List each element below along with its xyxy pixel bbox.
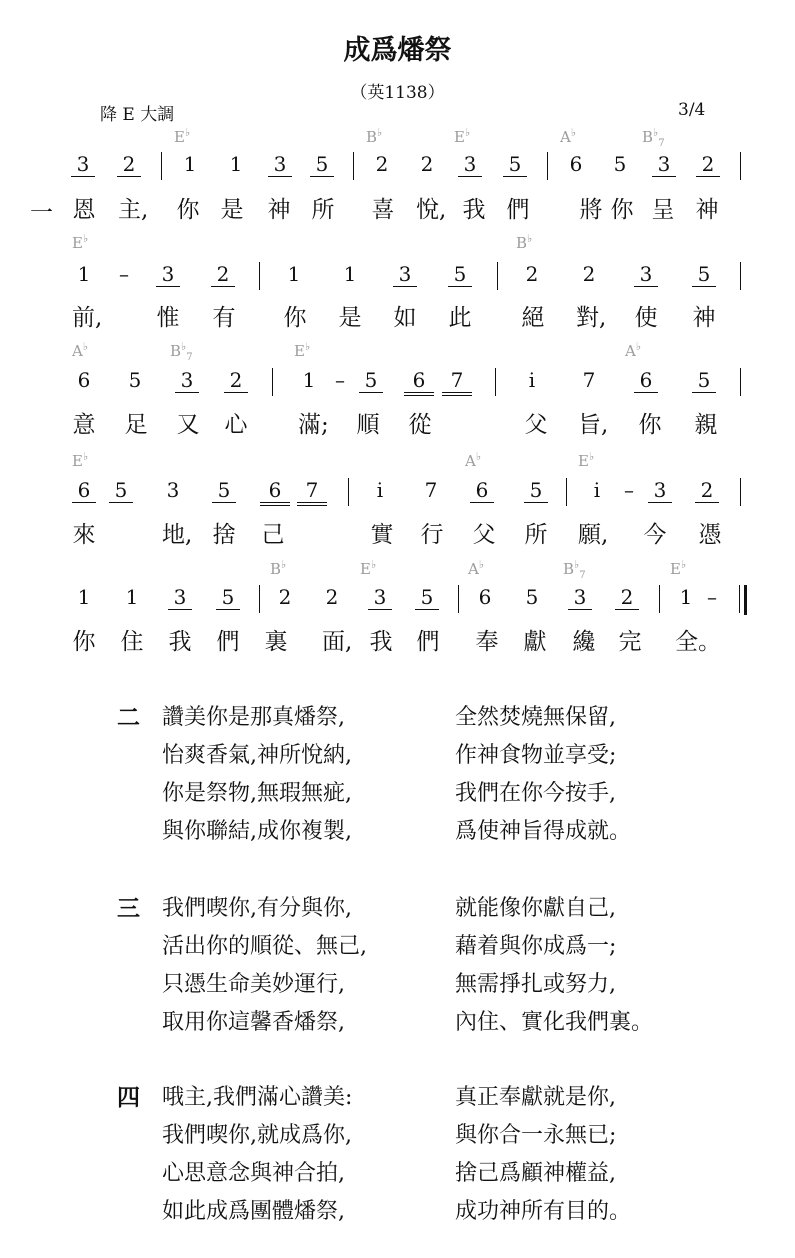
note: 5 [448, 262, 472, 287]
note: 1 [77, 585, 91, 609]
note: 3 [368, 585, 392, 610]
time-signature: 3/4 [678, 100, 706, 120]
chord-symbol: E♭ [72, 450, 89, 470]
lyric-char: 纔 [572, 629, 596, 655]
note: 1 [77, 262, 91, 286]
lyric-char: 你 [176, 197, 200, 223]
note: 6 [72, 478, 96, 503]
note-hold-dash: – [335, 368, 345, 392]
bar-line [495, 368, 496, 396]
lyric-char: 主, [118, 197, 149, 223]
verse-line-right: 與你合一永無已; [455, 1123, 617, 1148]
music-line [0, 478, 795, 518]
lyric-char: 今 [643, 522, 667, 548]
bar-line [547, 152, 548, 180]
chord-symbol: E♭ [360, 558, 377, 578]
music-line [0, 585, 795, 625]
verse-line-right: 內住、實化我們裏。 [455, 1010, 654, 1035]
lyric-char: 面, [322, 629, 353, 655]
chord-symbol: A♭ [465, 450, 482, 470]
note-hold-dash: – [119, 262, 129, 286]
bar-line [259, 262, 260, 290]
verse-line-right: 藉着與你成爲一; [455, 934, 617, 959]
chord-symbol: B♭ [366, 126, 383, 146]
note: 3 [268, 152, 292, 177]
verse-line-left: 只憑生命美妙運行, [162, 972, 345, 997]
chord-symbol: E♭ [454, 126, 471, 146]
chord-symbol: E♭ [174, 126, 191, 146]
verse-line-right: 無需掙扎或努力, [455, 972, 616, 997]
verse-line-left: 你是祭物,無瑕無疵, [162, 781, 352, 806]
chord-symbol: $B^♭_7$ [642, 126, 665, 149]
note: 1 [229, 152, 243, 176]
note: 5 [613, 152, 627, 176]
chord-symbol: E♭ [578, 450, 595, 470]
note: 2 [525, 262, 539, 286]
note: 5 [692, 368, 716, 393]
verse-line-right: 捨己爲顧神權益, [455, 1161, 616, 1186]
lyric-char: 恩 [72, 197, 96, 223]
note: 3 [71, 152, 95, 177]
note: 6 [404, 368, 434, 396]
lyric-char: 裏 [264, 629, 288, 655]
music-line [0, 262, 795, 302]
note: 2 [375, 152, 389, 176]
lyric-char: 親 [694, 412, 718, 438]
note: 5 [415, 585, 439, 610]
note: 5 [212, 478, 236, 503]
lyric-char: 喜 [371, 197, 395, 223]
verse-line-right: 就能像你獻自己, [455, 896, 616, 921]
chord-symbol: $B^♭_7$ [563, 558, 586, 581]
lyric-char: 己 [261, 522, 285, 548]
note: 2 [582, 262, 596, 286]
verse-line-right: 成功神所有目的。 [455, 1199, 632, 1224]
note: 7 [582, 368, 596, 392]
bar-line [740, 478, 741, 506]
note: 3 [166, 478, 180, 502]
note: 6 [470, 478, 494, 503]
chord-symbol: A♭ [625, 340, 642, 360]
note: 5 [525, 585, 539, 609]
note: 2 [420, 152, 434, 176]
chord-symbol: B♭ [516, 232, 533, 252]
lyric-char: 們 [506, 197, 530, 223]
music-line [0, 368, 795, 408]
lyric-char: 悅, [416, 197, 447, 223]
chord-symbol: B♭ [270, 558, 287, 578]
lyric-char: 行 [420, 522, 444, 548]
verse-1-number: 一 [30, 200, 53, 226]
verse-line-left: 心思意念與神合拍, [162, 1161, 345, 1186]
chord-symbol: A♭ [72, 340, 89, 360]
chord-symbol: A♭ [468, 558, 485, 578]
lyric-char: 惟 [156, 305, 180, 331]
note-hold-dash: – [624, 478, 634, 502]
bar-line [458, 585, 459, 613]
note: 1 [679, 585, 693, 609]
chord-symbol: $B^♭_7$ [170, 340, 193, 363]
music-line [0, 152, 795, 192]
note: 5 [216, 585, 240, 610]
verse-line-left: 讚美你是那真燔祭, [162, 705, 345, 730]
chord-symbol: A♭ [560, 126, 577, 146]
lyric-char: 如 [393, 305, 417, 331]
note: 6 [634, 368, 658, 393]
lyric-char: 你 [610, 197, 634, 223]
hymn-title: 成爲燔祭 [343, 35, 452, 66]
lyric-char: 奉 [475, 629, 499, 655]
note: 1 [183, 152, 197, 176]
verse-number: 三 [117, 896, 140, 922]
note: 5 [692, 262, 716, 287]
lyric-char: 絕 [521, 305, 545, 331]
note: 6 [77, 368, 91, 392]
bar-line [659, 585, 660, 613]
note: 6 [260, 478, 290, 506]
verse-line-right: 爲使神旨得成就。 [455, 819, 632, 844]
lyric-char: 地, [162, 522, 193, 548]
lyric-char: 們 [416, 629, 440, 655]
verse-line-left: 取用你這馨香燔祭, [162, 1010, 345, 1035]
lyric-char: 捨 [212, 522, 236, 548]
verse-line-left: 怡爽香氣,神所悅納, [162, 743, 352, 768]
note: 1 [302, 368, 316, 392]
note: 2 [117, 152, 141, 177]
verse-line-left: 我們喫你,有分與你, [162, 896, 352, 921]
lyric-char: 父 [524, 412, 548, 438]
note: i [376, 478, 384, 502]
verse-line-left: 與你聯結,成你複製, [162, 819, 352, 844]
note: 5 [524, 478, 548, 503]
hymn-subtitle: （英1138） [350, 83, 445, 103]
lyric-char: 前, [72, 305, 103, 331]
lyric-char: 神 [267, 197, 291, 223]
lyric-char: 有 [212, 305, 236, 331]
bar-line [740, 152, 741, 180]
bar-line [740, 368, 741, 396]
note: 2 [224, 368, 248, 393]
verse-number: 四 [117, 1085, 140, 1111]
note: 3 [393, 262, 417, 287]
note: 5 [310, 152, 334, 177]
lyric-char: 你 [72, 629, 96, 655]
lyric-char: 此 [448, 305, 472, 331]
lyric-char: 對, [576, 305, 607, 331]
final-bar-thick [744, 585, 747, 615]
lyric-char: 們 [216, 629, 240, 655]
verse-line-right: 全然焚燒無保留, [455, 705, 616, 730]
verse-line-right: 作神食物並享受; [455, 743, 617, 768]
note: 7 [297, 478, 327, 506]
bar-line [348, 478, 349, 506]
note: 3 [168, 585, 192, 610]
lyric-char: 住 [120, 629, 144, 655]
note: i [528, 368, 536, 392]
note: 5 [128, 368, 142, 392]
lyric-char: 旨, [578, 412, 609, 438]
note: 3 [156, 262, 180, 287]
bar-line [566, 478, 567, 506]
verse-line-left: 哦主,我們滿心讚美: [162, 1085, 353, 1110]
lyric-char: 足 [124, 412, 148, 438]
lyric-char: 願, [578, 522, 609, 548]
lyric-char: 是 [220, 197, 244, 223]
note: 3 [175, 368, 199, 393]
lyric-char: 從 [408, 412, 432, 438]
lyric-char: 所 [311, 197, 335, 223]
lyric-char: 父 [472, 522, 496, 548]
lyric-char: 我 [168, 629, 192, 655]
note: 7 [424, 478, 438, 502]
note: 2 [278, 585, 292, 609]
lyric-char: 你 [283, 305, 307, 331]
lyric-char: 全。 [675, 629, 721, 655]
lyric-char: 你 [638, 412, 662, 438]
lyric-char: 使 [634, 305, 658, 331]
note: 5 [359, 368, 383, 393]
bar-line [497, 262, 498, 290]
lyric-char: 來 [72, 522, 96, 548]
note: 7 [442, 368, 472, 396]
lyric-char: 實 [370, 522, 394, 548]
note: i [593, 478, 601, 502]
lyric-char: 完 [618, 629, 642, 655]
verse-line-right: 我們在你今按手, [455, 781, 616, 806]
verse-line-left: 活出你的順從、無己, [162, 934, 367, 959]
verse-line-left: 如此成爲團體燔祭, [162, 1199, 345, 1224]
lyric-char: 呈 [651, 197, 675, 223]
lyric-char: 我 [462, 197, 486, 223]
note: 2 [325, 585, 339, 609]
verse-line-right: 真正奉獻就是你, [455, 1085, 616, 1110]
lyric-char: 順 [356, 412, 380, 438]
verse-line-left: 我們喫你,就成爲你, [162, 1123, 352, 1148]
chord-symbol: E♭ [72, 232, 89, 252]
key-signature: 降 E 大調 [100, 105, 175, 125]
note: 3 [634, 262, 658, 287]
note: 5 [503, 152, 527, 177]
bar-line [272, 368, 273, 396]
lyric-char: 又 [176, 412, 200, 438]
note: 3 [652, 152, 676, 177]
note: 2 [615, 585, 639, 610]
note: 6 [569, 152, 583, 176]
lyric-char: 憑 [698, 522, 722, 548]
note: 6 [478, 585, 492, 609]
bar-line [740, 262, 741, 290]
note: 3 [568, 585, 592, 610]
note: 2 [695, 478, 719, 503]
note: 5 [109, 478, 133, 503]
note: 3 [648, 478, 672, 503]
lyric-char: 我 [369, 629, 393, 655]
bar-line [259, 585, 260, 613]
final-bar-thin [739, 585, 740, 613]
chord-symbol: E♭ [294, 340, 311, 360]
lyric-char: 神 [695, 197, 719, 223]
note: 1 [287, 262, 301, 286]
bar-line [161, 152, 162, 180]
note: 3 [458, 152, 482, 177]
note-hold-dash: – [707, 585, 717, 609]
note: 2 [211, 262, 235, 287]
note: 2 [696, 152, 720, 177]
lyric-char: 獻 [523, 629, 547, 655]
lyric-char: 所 [524, 522, 548, 548]
lyric-char: 意 [72, 412, 96, 438]
lyric-char: 心 [224, 412, 248, 438]
lyric-char: 神 [692, 305, 716, 331]
chord-symbol: E♭ [670, 558, 687, 578]
note: 1 [343, 262, 357, 286]
lyric-char: 滿; [298, 412, 329, 438]
note: 1 [125, 585, 139, 609]
lyric-char: 是 [338, 305, 362, 331]
lyric-char: 將 [579, 197, 603, 223]
bar-line [353, 152, 354, 180]
verse-number: 二 [117, 705, 140, 731]
